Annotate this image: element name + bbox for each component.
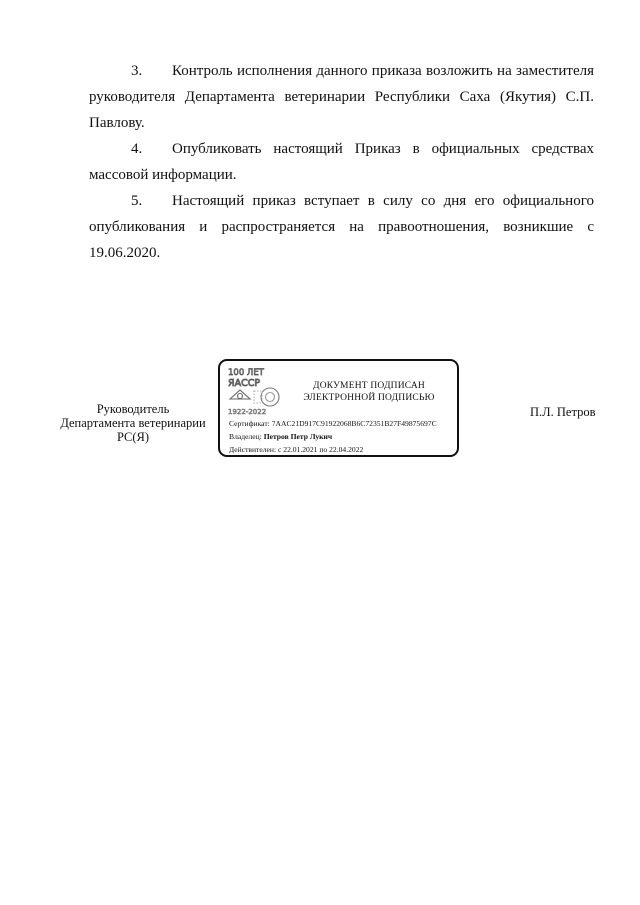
paragraph-4 — [89, 136, 594, 188]
signer-position: Руководитель Департамента ветеринарии РС(Я) — [60, 402, 206, 444]
signer-name: П.Л. Петров — [530, 405, 596, 419]
paragraph-text: Настоящий приказ вступает в силу со дня его официального опубликования и распространяется на правоотношения, возникшие с 19.06.2020. — [89, 193, 594, 261]
svg-text:ЯАССР: ЯАССР — [228, 378, 261, 389]
stamp-title — [284, 380, 454, 404]
paragraph-5 — [89, 188, 594, 266]
paragraph-3 — [89, 58, 594, 136]
anniversary-logo-icon — [226, 365, 288, 417]
stamp-certificate: Сертификат: 7AAC21D917C91922068B6C72351B27F49875697C — [229, 419, 437, 428]
paragraph-number: 4. — [131, 141, 143, 157]
stamp-title-line: ДОКУМЕНТ ПОДПИСАН — [313, 381, 425, 391]
order-body — [89, 58, 594, 266]
paragraph-text: Опубликовать настоящий Приказ в официальных средствах массовой информации. — [89, 141, 594, 183]
stamp-validity: Действителен: с 22.01.2021 по 22.04.2022 — [229, 445, 364, 454]
stamp-owner: Владелец: Петров Петр Лукич — [229, 432, 333, 441]
paragraph-number: 3. — [131, 63, 143, 79]
paragraph-text: Контроль исполнения данного приказа возложить на заместителя руководителя Департамента ветеринарии Республики Саха (Якутия) С.П. Павлову. — [89, 63, 594, 131]
electronic-signature-stamp — [218, 359, 459, 457]
paragraph-number: 5. — [131, 193, 143, 209]
svg-text:1922-2022: 1922-2022 — [228, 408, 267, 416]
svg-text:100 ЛЕТ: 100 ЛЕТ — [228, 368, 264, 378]
stamp-title-line: ЭЛЕКТРОННОЙ ПОДПИСЬЮ — [303, 393, 435, 403]
